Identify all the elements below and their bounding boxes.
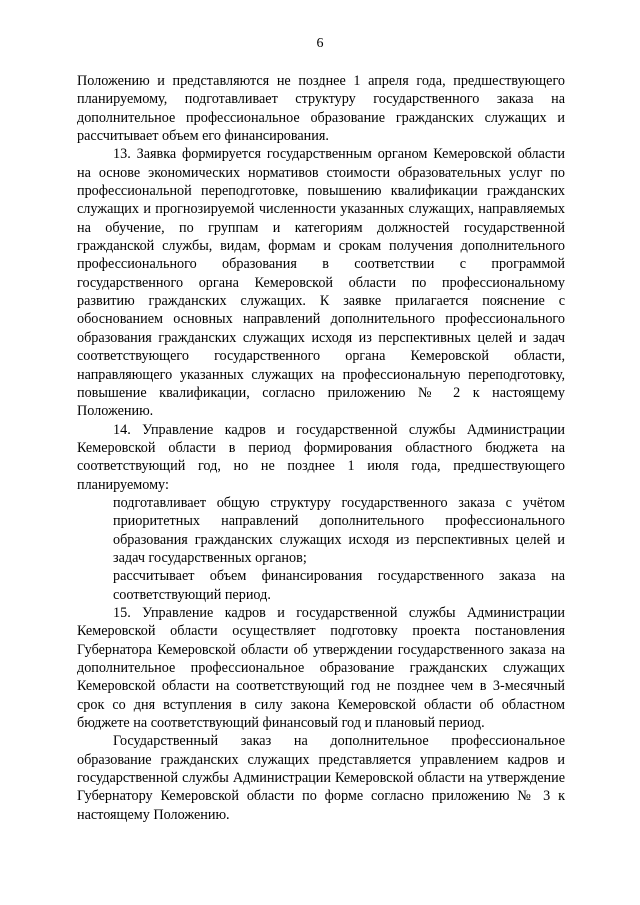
- paragraph-state-order: Государственный заказ на дополнительное профессиональное образование гражданских служащих представляется управлением кадров и государственной службы Администрации Кемеровской области на утверждение Губернатору Кемеровской области по форме согласно приложению № 3 к настоящему Положению.: [77, 733, 566, 823]
- paragraph-subitem-structure: подготавливает общую структуру государственного заказа с учётом приоритетных направлений дополнительного профессионального образования гражданских служащих исходя из перспективных целей и задач государственных органов;: [113, 494, 565, 566]
- page-number: 6: [316, 36, 324, 51]
- document-body: [77, 72, 565, 824]
- paragraph-item-14: 14. Управление кадров и государственной службы Администрации Кемеровской области в период формирования областного бюджета на соответствующий год, но не позднее 1 июля года, предшествующего планируемому:: [77, 421, 565, 493]
- paragraph-continuation: Положению и представляются не позднее 1 апреля года, предшествующего планируемому, подготавливает структуру государственного заказа на дополнительное профессиональное образование гражданских служащих и рассчитывает объем его финансирования.: [77, 73, 565, 145]
- paragraph-item-13: 13. Заявка формируется государственным органом Кемеровской области на основе экономических нормативов стоимости образовательных услуг по профессиональной переподготовке, повышению квалификации гражданских служащих и прогнозируемой численности указанных служащих, направляемых на обучение, по группам и категориям должностей государственной гражданской службы, видам, формам и срокам получения дополнительного профессионального образования в соответствии с программой государственного органа Кемеровской области по профессиональному развитию гражданских служащих. К заявке прилагается пояснение с обоснованием основных направлений дополнительного профессионального образования гражданских служащих исходя из перспективных целей и задач соответствующего государственного органа Кемеровской области, направляющего указанных служащих на профессиональную переподготовку, повышение квалификации, согласно приложению № 2 к настоящему Положению.: [77, 146, 566, 420]
- paragraph-item-15: 15. Управление кадров и государственной службы Администрации Кемеровской области осуществляет подготовку проекта постановления Губернатора Кемеровской области об утверждении государственного заказа на дополнительное профессиональное образование гражданских служащих Кемеровской области на соответствующий год не позднее чем в 3-месячный срок со дня вступления в силу закона Кемеровской области об областном бюджете на соответствующий финансовый год и плановый период.: [77, 604, 566, 732]
- paragraph-subitem-financing: рассчитывает объем финансирования государственного заказа на соответствующий период.: [113, 568, 565, 603]
